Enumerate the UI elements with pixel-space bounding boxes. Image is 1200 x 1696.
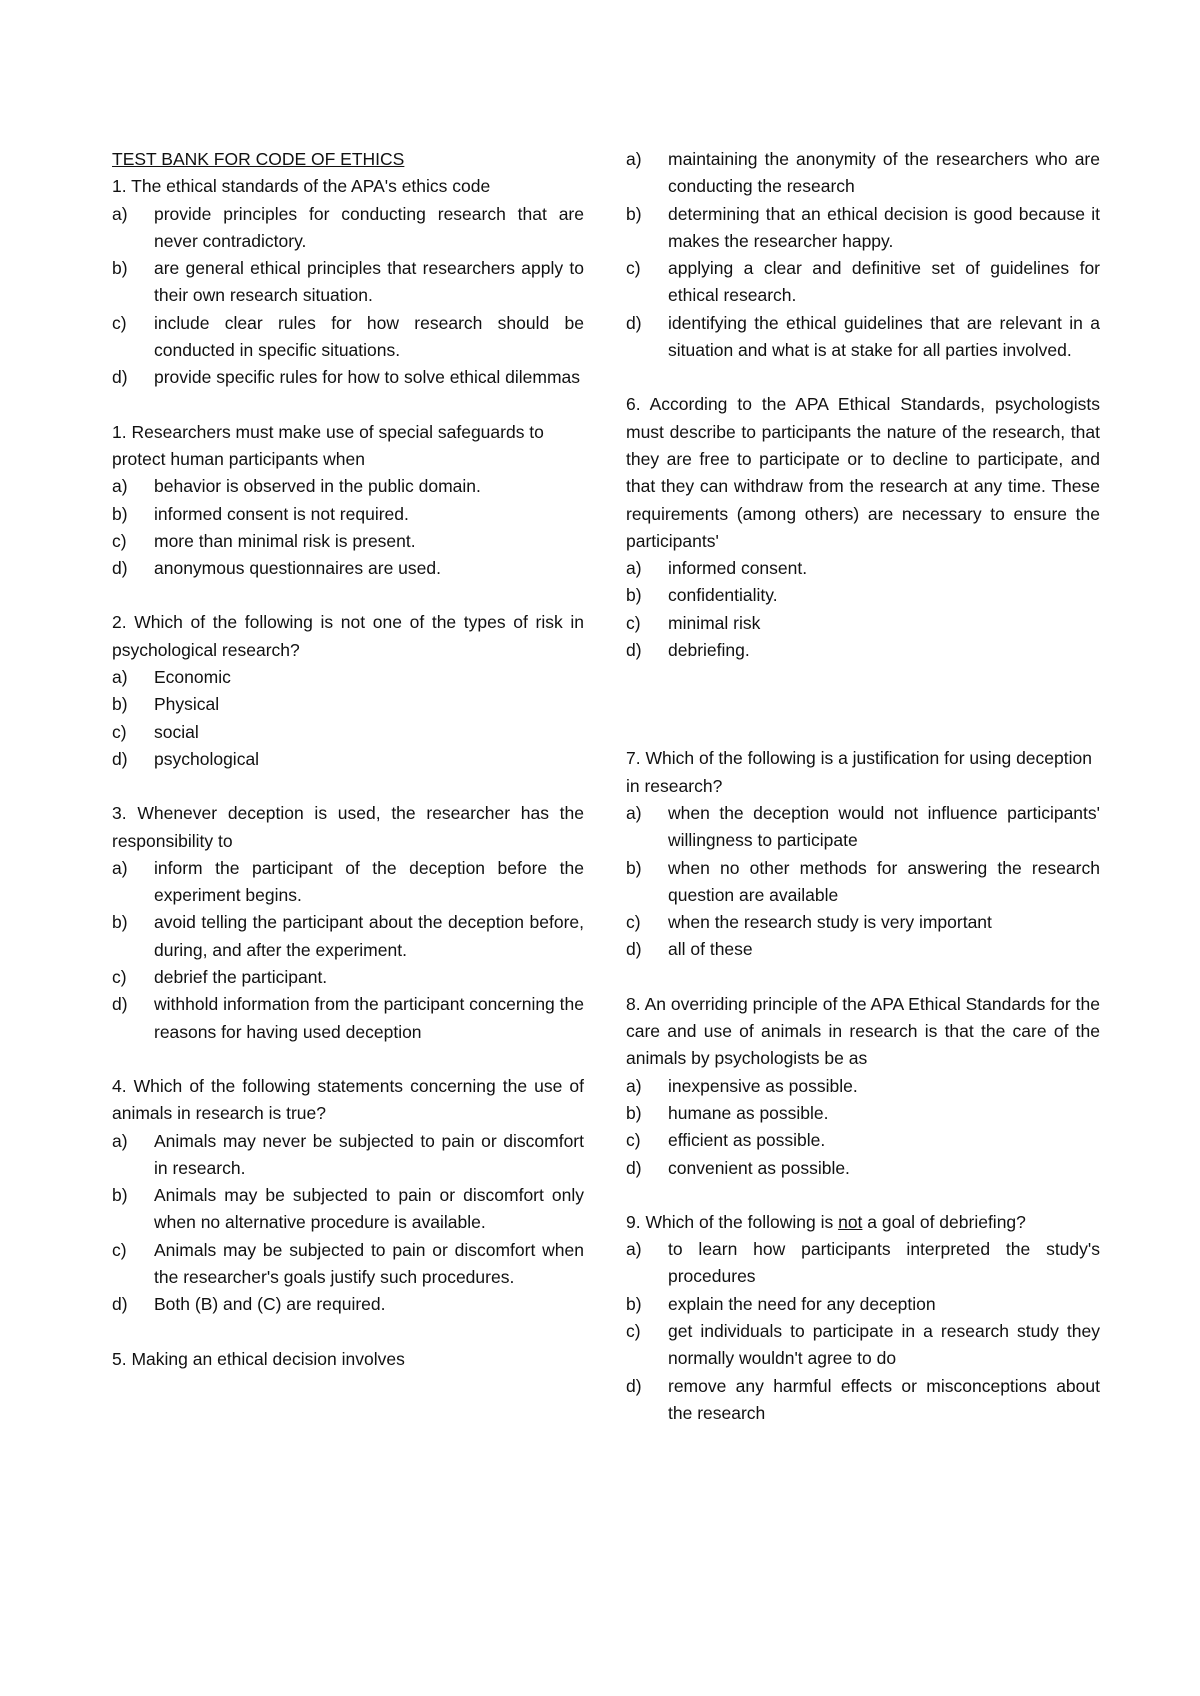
option-b — [112, 501, 584, 528]
question-7 — [626, 745, 1100, 963]
option-letter: b) — [626, 1102, 642, 1123]
question-text — [112, 419, 584, 474]
option-text: Both (B) and (C) are required. — [154, 1294, 386, 1315]
question-4 — [112, 1073, 584, 1319]
question-3 — [112, 800, 584, 1046]
option-b — [626, 1100, 1100, 1127]
question-text — [112, 800, 584, 855]
question-stem-underlined: not — [838, 1211, 863, 1232]
option-list — [626, 1073, 1100, 1182]
question-stem: According to the APA Ethical Standards, psychologists must describe to participants the nature of the research, that they are free to participate or to decline to participate, and that they can withdraw from the research at any time. These requirements (among others) are necessary to ensure the participants' — [626, 394, 1100, 551]
option-text: are general ethical principles that researchers apply to their own research situation. — [154, 258, 584, 306]
option-c — [626, 909, 1100, 936]
question-number: 4. — [112, 1075, 127, 1096]
option-text: Physical — [154, 694, 220, 715]
option-d — [112, 746, 584, 773]
question-text — [626, 991, 1100, 1073]
option-letter: c) — [626, 912, 641, 933]
question-text — [112, 1073, 584, 1128]
option-d — [112, 364, 584, 391]
option-c — [626, 1318, 1100, 1373]
option-letter: c) — [112, 530, 127, 551]
question-1 — [112, 419, 584, 583]
option-text: maintaining the anonymity of the researchers who are conducting the research — [668, 149, 1100, 197]
question-text — [112, 173, 584, 200]
option-c — [112, 528, 584, 555]
option-text: include clear rules for how research should be conducted in specific situations. — [154, 312, 584, 361]
option-text: debrief the participant. — [154, 967, 328, 988]
question-stem-before: Which of the following is — [645, 1211, 834, 1232]
question-2 — [112, 609, 584, 773]
option-a — [626, 146, 1100, 201]
option-a — [626, 1236, 1100, 1291]
option-letter: b) — [112, 258, 128, 279]
option-text: anonymous questionnaires are used. — [154, 558, 441, 579]
option-c — [626, 1127, 1100, 1154]
option-c — [112, 719, 584, 746]
option-text: explain the need for any deception — [668, 1293, 936, 1314]
option-d — [626, 1155, 1100, 1182]
option-text: Animals may be subjected to pain or discomfort when the researcher's goals justify such procedures. — [154, 1239, 584, 1287]
option-text: convenient as possible. — [668, 1157, 850, 1178]
option-b — [626, 1291, 1100, 1318]
option-text: determining that an ethical decision is good because it makes the researcher happy. — [668, 203, 1100, 251]
option-text: Animals may never be subjected to pain or discomfort in research. — [154, 1130, 584, 1178]
option-letter: d) — [626, 1375, 642, 1396]
option-list — [112, 201, 584, 392]
option-list — [626, 1236, 1100, 1427]
option-list — [112, 855, 584, 1046]
option-text: Animals may be subjected to pain or discomfort only when no alternative procedure is available. — [154, 1185, 584, 1233]
option-letter: d) — [626, 939, 642, 960]
option-a — [626, 800, 1100, 855]
option-b — [112, 255, 584, 310]
option-a — [112, 664, 584, 691]
option-text: withhold information from the participant concerning the reasons for having used deception — [154, 994, 584, 1042]
question-stem: Researchers must make use of special safeguards to protect human participants when — [112, 421, 544, 469]
option-a — [112, 473, 584, 500]
option-text: debriefing. — [668, 640, 750, 661]
question-number: 1. — [112, 176, 127, 197]
option-letter: d) — [626, 312, 642, 333]
option-b — [112, 691, 584, 718]
left-column — [112, 146, 584, 1373]
option-letter: d) — [112, 558, 128, 579]
question-number: 7. — [626, 748, 641, 769]
option-text: when the deception would not influence participants' willingness to participate — [668, 802, 1100, 851]
option-letter: c) — [626, 1320, 641, 1341]
option-letter: d) — [626, 640, 642, 661]
option-letter: c) — [626, 612, 641, 633]
option-text: more than minimal risk is present. — [154, 530, 416, 551]
option-text: to learn how participants interpreted the study's procedures — [668, 1239, 1100, 1287]
option-letter: c) — [626, 258, 641, 279]
right-column — [626, 146, 1100, 1427]
option-letter: d) — [112, 994, 128, 1015]
option-letter: a) — [626, 558, 642, 579]
question-stem: Which of the following statements concerning the use of animals in research is true? — [112, 1075, 584, 1124]
option-letter: c) — [112, 1239, 127, 1260]
question-text — [112, 609, 584, 664]
option-letter: d) — [112, 748, 128, 769]
option-text: applying a clear and definitive set of guidelines for ethical research. — [668, 258, 1100, 306]
option-list — [112, 664, 584, 773]
option-list — [626, 800, 1100, 964]
option-text: all of these — [668, 939, 753, 960]
option-b — [626, 582, 1100, 609]
option-text: informed consent is not required. — [154, 503, 409, 524]
question-text — [626, 391, 1100, 555]
option-d — [112, 555, 584, 582]
question-number: 9. — [626, 1211, 641, 1232]
option-letter: a) — [626, 1075, 642, 1096]
question-number: 8. — [626, 993, 641, 1014]
question-number: 3. — [112, 803, 127, 824]
option-text: inexpensive as possible. — [668, 1075, 858, 1096]
option-list — [112, 1128, 584, 1319]
question-stem-after: a goal of debriefing? — [867, 1211, 1026, 1232]
option-b — [626, 201, 1100, 256]
option-a — [626, 555, 1100, 582]
option-letter: b) — [626, 857, 642, 878]
option-text: informed consent. — [668, 558, 808, 579]
option-text: identifying the ethical guidelines that are relevant in a situation and what is at stake for all parties involved. — [668, 312, 1100, 361]
option-a — [626, 1073, 1100, 1100]
option-d — [626, 1373, 1100, 1428]
option-b — [626, 855, 1100, 910]
option-d — [112, 991, 584, 1046]
option-letter: b) — [626, 1293, 642, 1314]
question-number: 2. — [112, 612, 127, 633]
option-text: efficient as possible. — [668, 1130, 826, 1151]
option-text: remove any harmful effects or misconceptions about the research — [668, 1375, 1100, 1423]
option-d — [112, 1291, 584, 1318]
option-letter: a) — [112, 857, 128, 878]
question-stem: Whenever deception is used, the researcher has the responsibility to — [112, 803, 584, 851]
option-letter: a) — [626, 149, 642, 169]
option-list — [112, 473, 584, 582]
option-a — [112, 1128, 584, 1183]
question-stem: An overriding principle of the APA Ethical Standards for the care and use of animals in research is that the care of the animals by psychologists be as — [626, 993, 1100, 1069]
option-a — [112, 855, 584, 910]
option-text: when no other methods for answering the research question are available — [668, 857, 1100, 905]
option-list — [626, 555, 1100, 664]
option-letter: b) — [112, 503, 128, 524]
question-stem: Which of the following is not one of the types of risk in psychological research? — [112, 612, 584, 660]
option-text: Economic — [154, 667, 231, 688]
option-letter: b) — [112, 694, 128, 715]
option-text: when the research study is very important — [668, 912, 992, 933]
option-letter: b) — [112, 912, 128, 933]
option-letter: b) — [626, 203, 642, 224]
question-stem: Making an ethical decision involves — [131, 1348, 405, 1369]
option-text: humane as possible. — [668, 1102, 829, 1123]
option-text: minimal risk — [668, 612, 761, 633]
option-b — [112, 909, 584, 964]
option-c — [112, 310, 584, 365]
option-text: psychological — [154, 748, 260, 769]
option-text: provide principles for conducting research that are never contradictory. — [154, 203, 584, 251]
option-letter: c) — [112, 967, 127, 988]
question-stem: The ethical standards of the APA's ethics code — [131, 176, 491, 197]
question-5 — [112, 1346, 584, 1373]
option-text: provide specific rules for how to solve ethical dilemmas — [154, 367, 581, 388]
option-c — [626, 610, 1100, 637]
page-title: TEST BANK FOR CODE OF ETHICS — [112, 149, 405, 169]
option-letter: d) — [112, 1294, 128, 1315]
option-letter: d) — [112, 367, 128, 388]
question-6 — [626, 391, 1100, 664]
option-text: confidentiality. — [668, 585, 778, 606]
option-c — [112, 1237, 584, 1292]
option-d — [626, 310, 1100, 365]
option-letter: b) — [626, 585, 642, 606]
option-c — [112, 964, 584, 991]
option-letter: a) — [112, 1130, 128, 1151]
option-letter: a) — [112, 476, 128, 497]
option-c — [626, 255, 1100, 310]
option-b — [112, 1182, 584, 1237]
question-8 — [626, 991, 1100, 1182]
question-text — [112, 1346, 584, 1373]
option-letter: b) — [112, 1185, 128, 1206]
option-letter: c) — [626, 1130, 641, 1151]
option-letter: d) — [626, 1157, 642, 1178]
option-a — [112, 201, 584, 256]
option-letter: a) — [626, 1239, 642, 1260]
option-text: behavior is observed in the public domain. — [154, 476, 481, 497]
option-letter: a) — [112, 203, 128, 224]
question-number: 5. — [112, 1348, 127, 1369]
option-text: get individuals to participate in a research study they normally wouldn't agree to do — [668, 1320, 1100, 1369]
option-list — [626, 146, 1100, 364]
question-stem: Which of the following is a justification for using deception in research? — [626, 748, 1092, 796]
option-letter: c) — [112, 721, 127, 742]
option-d — [626, 936, 1100, 963]
question-text — [626, 1209, 1100, 1236]
option-text: inform the participant of the deception before the experiment begins. — [154, 857, 584, 906]
question-number: 1. — [112, 421, 127, 442]
option-letter: c) — [112, 312, 127, 333]
option-text: avoid telling the participant about the deception before, during, and after the experiment. — [154, 912, 584, 960]
question-9 — [626, 1209, 1100, 1427]
question-text — [626, 745, 1100, 800]
option-letter: a) — [112, 667, 128, 688]
option-d — [626, 637, 1100, 664]
option-letter: a) — [626, 802, 642, 823]
question-0 — [112, 173, 584, 391]
option-text: social — [154, 721, 199, 742]
question-number: 6. — [626, 394, 641, 415]
